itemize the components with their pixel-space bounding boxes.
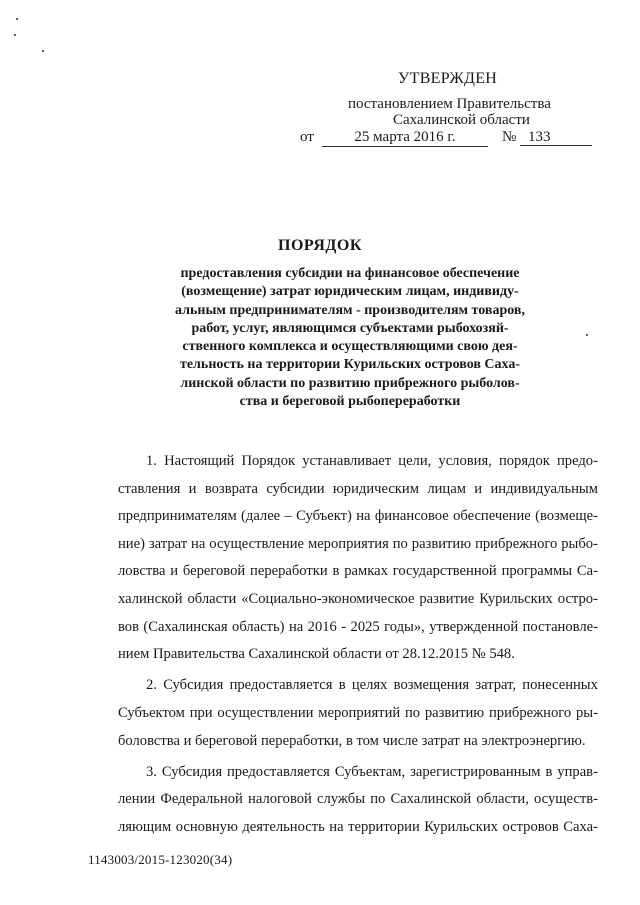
subtitle-line: ства и береговой рыбопереработки bbox=[239, 394, 461, 410]
subtitle-line: предоставления субсидии на финансовое обеспечение bbox=[180, 266, 520, 281]
number-prefix: № bbox=[502, 129, 517, 145]
subtitle-line: альным предпринимателям - производителям товаров, bbox=[175, 302, 525, 318]
approval-number: 133 bbox=[520, 129, 592, 146]
paragraph-3 bbox=[118, 759, 598, 842]
body-line: нием Правительства Сахалинской области от 28.12.2015 № 548. bbox=[118, 646, 515, 663]
subtitle-line: (возмещение) затрат юридическим лицам, индивиду- bbox=[181, 284, 519, 300]
body-line: ставления и возврата субсидии юридическим лицам и индивидуальным bbox=[118, 480, 598, 497]
paragraph-1 bbox=[118, 448, 598, 669]
document-body bbox=[118, 448, 598, 842]
subtitle-line: линской области по развитию прибрежного рыболов- bbox=[180, 375, 520, 391]
document-title: ПОРЯДОК bbox=[278, 237, 362, 254]
subtitle-line: работ, услуг, являющимся субъектами рыбохозяй- bbox=[191, 320, 509, 336]
body-line: Субъектом при осуществлении мероприятий по развитию прибрежного ры- bbox=[118, 704, 598, 721]
body-line: предпринимателям (далее – Субъект) на финансовое обеспечение (возмеще- bbox=[118, 508, 598, 525]
approval-line-1: постановлением Правительства bbox=[348, 96, 551, 112]
body-line: ловства и береговой переработки в рамках государственной программы Са- bbox=[118, 563, 598, 580]
scan-speck bbox=[14, 34, 16, 36]
body-line: боловства и береговой переработки, в том числе затрат на электроэнергию. bbox=[118, 732, 586, 749]
body-line: ляющим основную деятельность на территории Курильских островов Саха- bbox=[118, 818, 598, 835]
body-line: ние) затрат на осуществление мероприятия по развитию прибрежного рыбо- bbox=[118, 535, 598, 552]
approval-date-row bbox=[296, 129, 596, 151]
scan-speck bbox=[586, 334, 588, 336]
approval-title: УТВЕРЖДЕН bbox=[398, 70, 498, 87]
scan-speck bbox=[42, 50, 44, 52]
approval-date: 25 марта 2016 г. bbox=[322, 129, 488, 147]
body-line: вов (Сахалинская область) на 2016 - 2025 годы», утвержденной постановле- bbox=[118, 618, 598, 635]
subtitle-line: ственного комплекса и осуществляющими свою дея- bbox=[182, 339, 518, 355]
body-line: халинской области «Социально-экономическое развитие Курильских остро- bbox=[118, 590, 598, 607]
approval-line-2: Сахалинской области bbox=[393, 112, 530, 128]
paragraph-2 bbox=[118, 672, 598, 755]
document-registration-code: 1143003/2015-123020(34) bbox=[88, 852, 233, 867]
body-line: 3. Субсидия предоставляется Субъектам, зарегистрированным в управ- bbox=[146, 763, 598, 780]
subtitle-line: тельность на территории Курильских островов Саха- bbox=[179, 357, 521, 373]
body-line: 2. Субсидия предоставляется в целях возмещения затрат, понесенных bbox=[146, 677, 598, 694]
body-line: лении Федеральной налоговой службы по Сахалинской области, осуществ- bbox=[118, 791, 598, 808]
body-line: 1. Настоящий Порядок устанавливает цели, условия, порядок предо- bbox=[146, 453, 598, 469]
document-subtitle bbox=[160, 265, 540, 411]
date-prefix: от bbox=[300, 129, 314, 145]
scan-speck bbox=[16, 18, 18, 20]
